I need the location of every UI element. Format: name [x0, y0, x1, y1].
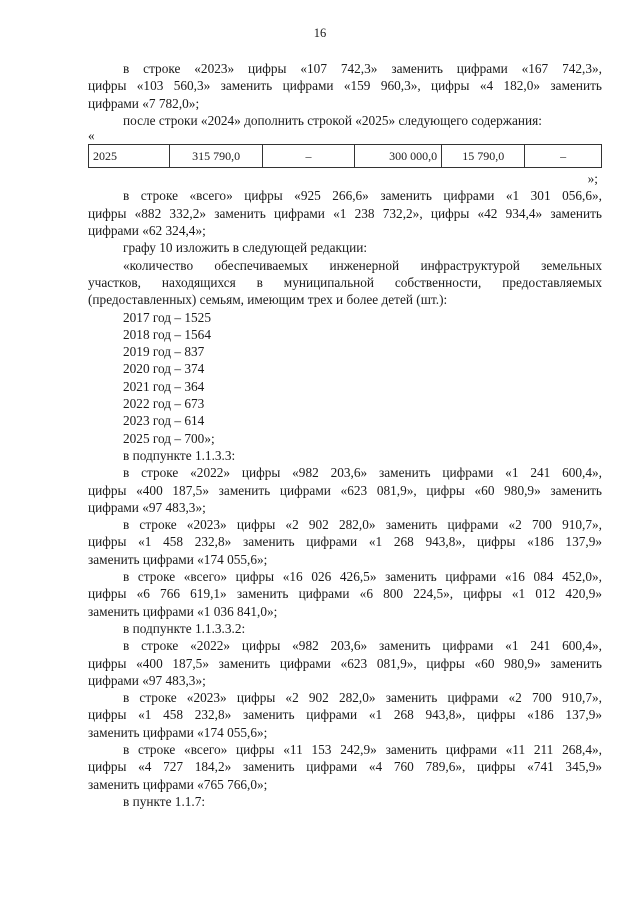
table-open-quote: «	[88, 129, 95, 144]
text-line: цифрами «97 483,3»;	[88, 499, 206, 515]
text-line: заменить цифрами «174 055,6»;	[88, 724, 268, 740]
text-line: «количество обеспечиваемых инженерной инфраструктурой земельных	[123, 257, 602, 273]
paragraph-block-a	[88, 60, 602, 129]
page-number: 16	[313, 26, 327, 40]
text-line: заменить цифрами «765 766,0»;	[88, 776, 268, 792]
text-line: цифры «882 332,2» заменить цифрами «1 238 732,2», цифры «42 934,4» заменить	[88, 205, 602, 221]
text-line: 2017 год – 1525	[123, 309, 211, 325]
text-line: в строке «2022» цифры «982 203,6» заменить цифрами «1 241 600,4»,	[123, 638, 602, 654]
text-line: цифры «400 187,5» заменить цифрами «623 081,9», цифры «60 980,9» заменить	[88, 482, 602, 498]
table-cell-total: 315 790,0	[170, 145, 263, 168]
text-line: цифрами «7 782,0»;	[88, 95, 200, 111]
text-line: участков, находящихся в муниципальной собственности, предоставляемых	[88, 274, 602, 290]
table-row	[89, 145, 602, 168]
paragraph-block-b	[88, 187, 602, 810]
text-line: цифры «6 766 619,1» заменить цифрами «6 800 224,5», цифры «1 012 420,9»	[88, 586, 602, 602]
text-line: цифры «4 727 184,2» заменить цифрами «4 760 789,6», цифры «741 345,9»	[88, 759, 602, 775]
text-line: в строке «всего» цифры «16 026 426,5» заменить цифрами «16 084 452,0»,	[123, 569, 602, 585]
text-line: 2021 год – 364	[123, 378, 205, 394]
text-line: заменить цифрами «1 036 841,0»;	[88, 603, 278, 619]
text-line: 2025 год – 700»;	[123, 430, 215, 446]
table-close-quote: »;	[587, 171, 598, 187]
text-line: в подпункте 1.1.3.3.2:	[123, 620, 246, 636]
text-line: 2018 год – 1564	[123, 326, 211, 342]
text-line: цифры «400 187,5» заменить цифрами «623 081,9», цифры «60 980,9» заменить	[88, 655, 602, 671]
text-line: 2020 год – 374	[123, 361, 205, 377]
inserted-row-table	[88, 144, 602, 168]
text-line: заменить цифрами «174 055,6»;	[88, 551, 268, 567]
text-line: цифры «103 560,3» заменить цифрами «159 960,3», цифры «4 182,0» заменить	[88, 78, 602, 94]
text-line: (предоставленных) семьям, имеющим трех и более детей (шт.):	[88, 292, 448, 308]
text-line: после строки «2024» дополнить строкой «2025» следующего содержания:	[123, 112, 542, 128]
text-line: в строке «2023» цифры «2 902 282,0» заменить цифрами «2 700 910,7»,	[123, 517, 602, 533]
table-cell-federal: –	[262, 145, 354, 168]
text-line: в пункте 1.1.7:	[123, 793, 206, 809]
table-cell-regional: 300 000,0	[355, 145, 442, 168]
text-line: цифры «1 458 232,8» заменить цифрами «1 268 943,8», цифры «186 137,9»	[88, 707, 602, 723]
text-line: в строке «2023» цифры «2 902 282,0» заменить цифрами «2 700 910,7»,	[123, 690, 602, 706]
text-line: цифрами «97 483,3»;	[88, 672, 206, 688]
text-line: в строке «всего» цифры «11 153 242,9» заменить цифрами «11 211 268,4»,	[123, 741, 602, 757]
text-line: в строке «2022» цифры «982 203,6» заменить цифрами «1 241 600,4»,	[123, 465, 602, 481]
text-line: в подпункте 1.1.3.3:	[123, 447, 236, 463]
text-line: 2022 год – 673	[123, 396, 205, 412]
text-line: цифры «1 458 232,8» заменить цифрами «1 268 943,8», цифры «186 137,9»	[88, 534, 602, 550]
table-cell-local: 15 790,0	[442, 145, 525, 168]
text-line: цифрами «62 324,4»;	[88, 223, 206, 239]
table-cell-year: 2025	[89, 145, 170, 168]
text-line: 2023 год – 614	[123, 413, 205, 429]
text-line: в строке «всего» цифры «925 266,6» заменить цифрами «1 301 056,6»,	[123, 188, 602, 204]
text-line: графу 10 изложить в следующей редакции:	[123, 240, 368, 256]
text-line: 2019 год – 837	[123, 344, 205, 360]
table-cell-other: –	[525, 145, 602, 168]
document-body	[88, 60, 602, 810]
text-line: в строке «2023» цифры «107 742,3» заменить цифрами «167 742,3»,	[123, 61, 602, 76]
